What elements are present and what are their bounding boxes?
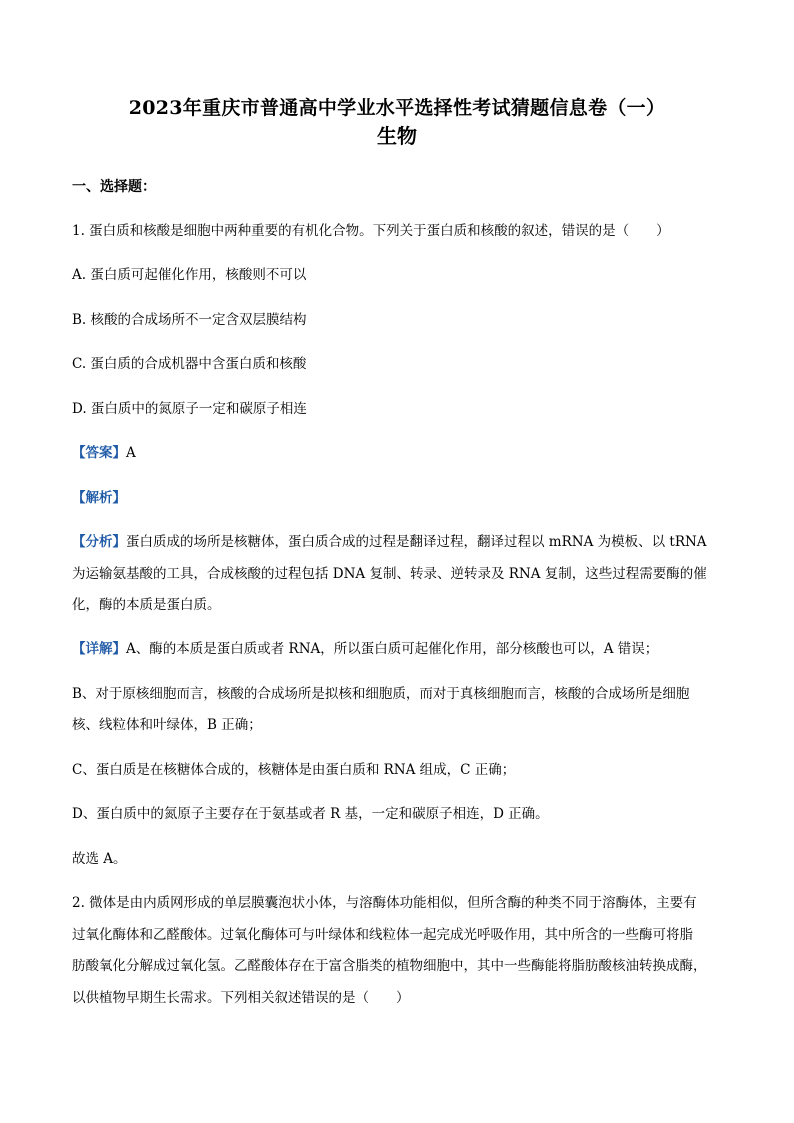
fenxi-text-1: 蛋白质成的场所是核糖体，蛋白质合成的过程是翻译过程，翻译过程以 mRNA 为模板、以 tRNA <box>126 534 707 550</box>
answer-value: A <box>126 445 136 461</box>
question-1-option-a: A. 蛋白质可起催化作用，核酸则不可以 <box>72 267 307 283</box>
question-2-line-2: 过氧化酶体和乙醛酸体。过氧化酶体可与叶绿体和线粒体一起完成光呼吸作用，其中所含的一些酶可将脂 <box>72 927 693 943</box>
question-2-line-1: 2. 微体是由内质网形成的单层膜囊泡状小体，与溶酶体功能相似，但所含酶的种类不同于溶酶体，主要有 <box>72 895 697 911</box>
xiangjie-tag: 【详解】 <box>72 641 126 657</box>
fenxi-line-1 <box>72 531 732 553</box>
fenxi-line-2: 为运输氨基酸的工具，合成核酸的过程包括 DNA 复制、转录、逆转录及 RNA 复制，这些过程需要酶的催 <box>72 566 707 582</box>
detail-line-b-2: 核、线粒体和叶绿体，B 正确； <box>72 717 262 733</box>
subject-title: 生物 <box>377 124 417 148</box>
exam-title: 2023年重庆市普通高中学业水平选择性考试猜题信息卷（一） <box>128 97 666 119</box>
fenxi-tag: 【分析】 <box>72 534 126 550</box>
xiangjie-text-1: A、酶的本质是蛋白质或者 RNA，所以蛋白质可起催化作用，部分核酸也可以，A 错误； <box>126 641 659 657</box>
question-1-option-d: D. 蛋白质中的氮原子一定和碳原子相连 <box>72 401 307 417</box>
fenxi-line-3: 化，酶的本质是蛋白质。 <box>72 597 221 613</box>
question-1-stem: 1. 蛋白质和核酸是细胞中两种重要的有机化合物。下列关于蛋白质和核酸的叙述，错误的是（ ） <box>72 223 670 239</box>
detail-line-d: D、蛋白质中的氮原子主要存在于氨基或者 R 基，一定和碳原子相连，D 正确。 <box>72 806 549 822</box>
question-1-option-c: C. 蛋白质的合成机器中含蛋白质和核酸 <box>72 356 307 372</box>
xiangjie-line-1 <box>72 638 732 660</box>
section-heading: 一、选择题： <box>72 179 156 195</box>
detail-line-c: C、蛋白质是在核糖体合成的，核糖体是由蛋白质和 RNA 组成，C 正确； <box>72 762 516 778</box>
conclusion-line: 故选 A。 <box>72 851 127 867</box>
question-1-option-b: B. 核酸的合成场所不一定含双层膜结构 <box>72 312 307 328</box>
question-2-line-4: 以供植物早期生长需求。下列相关叙述错误的是（ ） <box>72 990 410 1006</box>
question-2-line-3: 肪酸氧化分解成过氧化氢。乙醛酸体存在于富含脂类的植物细胞中，其中一些酶能将脂肪酸核油转换成酶， <box>72 958 707 974</box>
analysis-tag: 【解析】 <box>72 490 126 506</box>
answer-tag: 【答案】 <box>72 445 126 461</box>
detail-line-b-1: B、对于原核细胞而言，核酸的合成场所是拟核和细胞质，而对于真核细胞而言，核酸的合成场所是细胞 <box>72 686 690 702</box>
answer-line <box>72 442 732 464</box>
analysis-heading <box>72 487 732 509</box>
